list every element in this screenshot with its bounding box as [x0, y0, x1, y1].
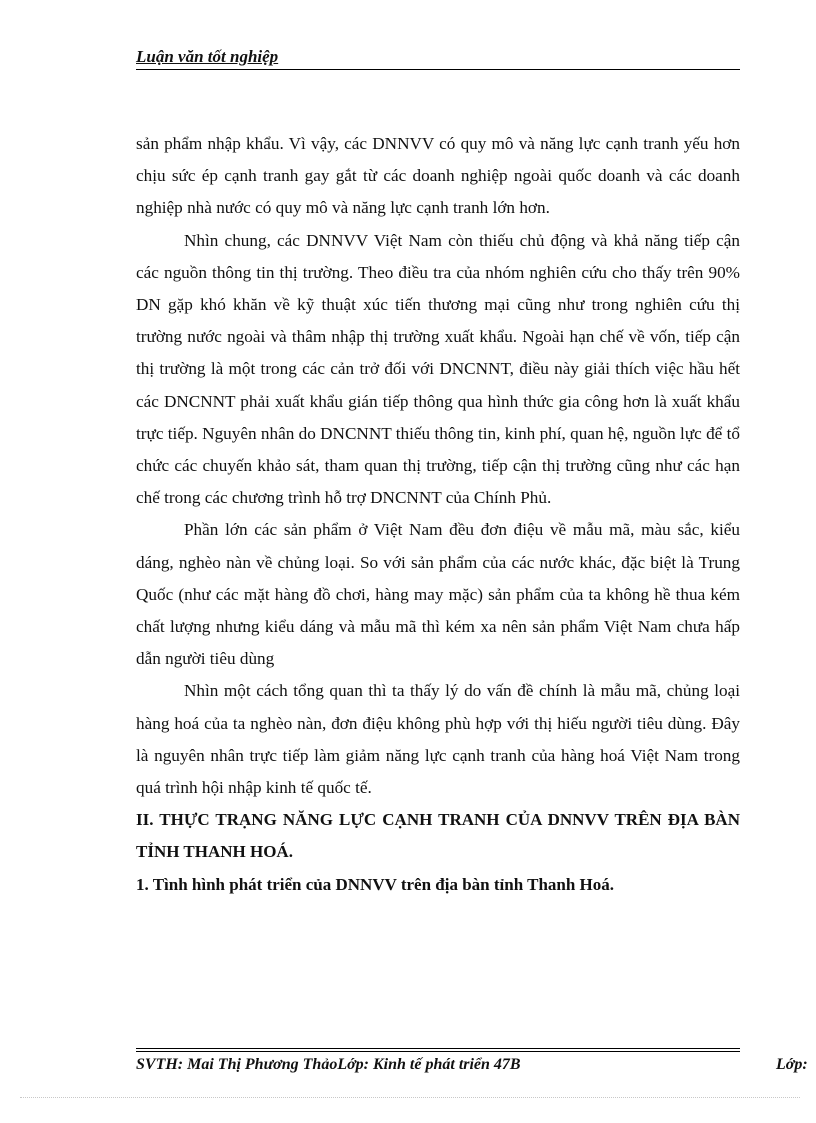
header-title: Luận văn tốt nghiệp [136, 47, 279, 66]
paragraph: Nhìn một cách tổng quan thì ta thấy lý do vấn đề chính là mẫu mã, chủng loại hàng hoá của ta nghèo nàn, đơn điệu không phù hợp với thị hiếu người tiêu dùng. Đây là nguyên nhân trực tiếp làm giảm năng lực cạnh tranh của hàng hoá Việt Nam trong quá trình hội nhập kinh tế quốc tế. [136, 681, 740, 798]
paragraph: Phần lớn các sản phẩm ở Việt Nam đều đơn điệu về mẫu mã, màu sắc, kiểu dáng, nghèo nàn về chủng loại. So với sản phẩm của các nước khác, đặc biệt là Trung Quốc (như các mặt hàng đồ chơi, hàng may mặc) sản phẩm của ta không hề thua kém chất lượng nhưng kiểu dáng và mẫu mã thì kém xa nên sản phẩm Việt Nam chưa hấp dẫn người tiêu dùng [136, 520, 740, 669]
footer-author: SVTH: Mai Thị Phương ThảoLớp: Kinh tế phát triển 47B [136, 1056, 521, 1073]
page-header [136, 47, 740, 70]
page-bottom-border [20, 1097, 800, 1098]
subsection-heading: 1. Tình hình phát triển của DNNVV trên địa bàn tỉnh Thanh Hoá. [136, 874, 615, 894]
section-heading: II. THỰC TRẠNG NĂNG LỰC CẠNH TRANH CỦA DNNVV TRÊN ĐỊA BÀN TỈNH THANH HOÁ. [136, 810, 740, 862]
footer-divider [136, 1048, 740, 1052]
document-body [136, 128, 740, 901]
paragraph: Nhìn chung, các DNNVV Việt Nam còn thiếu chủ động và khả năng tiếp cận các nguồn thông tin thị trường. Theo điều tra của nhóm nghiên cứu cho thấy trên 90% DN gặp khó khăn về kỹ thuật xúc tiến thương mại cũng như trong nghiên cứu thị trường nước ngoài và thâm nhập thị trường xuất khẩu. Ngoài hạn chế về vốn, tiếp cận thị trường là một trong các cản trở đối với DNCNNT, điều này giải thích việc hầu hết các DNCNNT phải xuất khẩu gián tiếp thông qua hình thức gia công hơn là xuất khẩu trực tiếp. Nguyên nhân do DNCNNT thiếu thông tin, kinh phí, quan hệ, nguồn lực để tổ chức các chuyến khảo sát, tham quan thị trường, tiếp cận thị trường cũng như các hạn chế trong các chương trình hỗ trợ DNCNNT của Chính Phủ. [136, 230, 740, 508]
footer-class: Lớp: [776, 1056, 808, 1073]
paragraph-continuation: sản phẩm nhập khẩu. Vì vậy, các DNNVV có quy mô và năng lực cạnh tranh yếu hơn chịu sức ép cạnh tranh gay gắt từ các doanh nghiệp ngoài quốc doanh và các doanh nghiệp nhà nước có quy mô và năng lực cạnh tranh lớn hơn. [136, 134, 740, 218]
